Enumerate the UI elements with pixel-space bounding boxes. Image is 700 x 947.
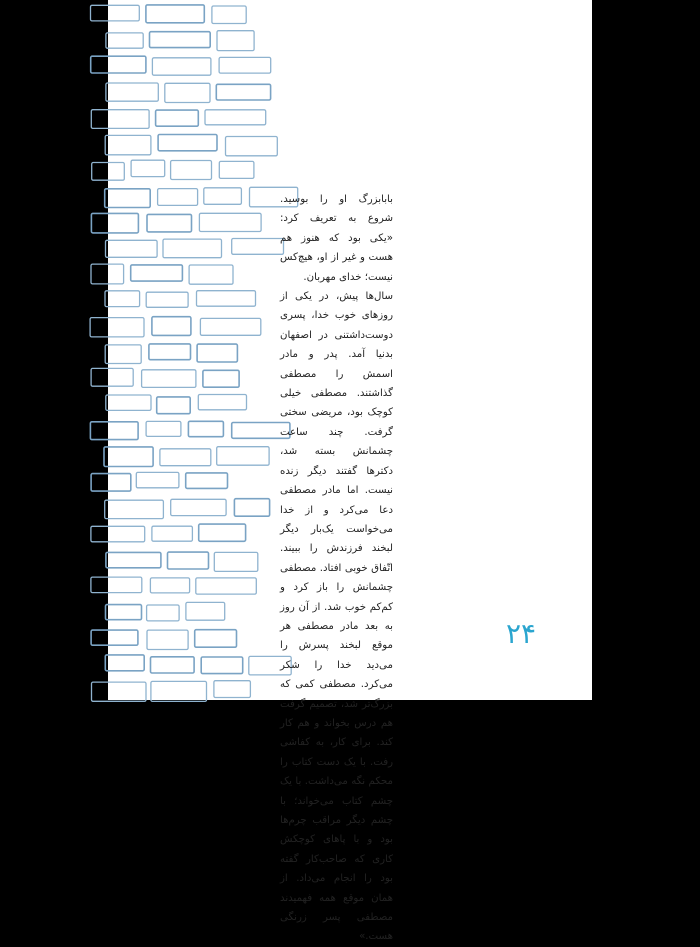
brick <box>147 630 188 649</box>
brick <box>105 135 151 154</box>
brick <box>91 213 138 233</box>
story-text <box>280 190 393 947</box>
brick <box>219 57 271 73</box>
brick <box>199 524 246 541</box>
brick <box>157 397 191 414</box>
brick <box>199 213 261 231</box>
brick <box>106 552 161 567</box>
brick <box>186 602 225 620</box>
brick <box>90 422 138 440</box>
story-paragraph-main: سال‌ها پیش، در یکی از روزهای خوب خدا، پسری دوست‌داشتنی در اصفهان بدنیا آمد. پدر و مادر اسمش را مصطفی گذاشتند. مصطفی خیلی کوچک بود، مریضی سختی گرفت. چند ساعت چشمانش بسته شد، دکترها گفتند دیگر زنده نیست. اما مادر مصطفی دعا می‌کرد و از خدا می‌خواست یک‌بار دیگر لبخند فرزندش را ببیند. اتّفاق خوبی افتاد. مصطفی چشمانش را باز کرد و کم‌کم خوب شد. از آن روز به بعد مادر مصطفی هر موقع لبخند پسرش را می‌دید خدا را شکر می‌کرد. مصطفی کمی که بزرگ‌تر شد، تصمیم گرفت هم درس بخواند و هم کار کند. برای کار، به کفاشی رفت. با یک دست کتاب را محکم نگه می‌داشت. با یک چشم کتاب می‌خواند؛ با چشم دیگر مراقب چرم‌ها بود و با پاهای کوچکش کاری که صاحب‌کار گفته بود را انجام می‌داد. از همان موقع همه فهمیدند مصطفی پسر زرنگی هست.» <box>280 291 393 943</box>
brick <box>91 630 138 645</box>
brick <box>205 110 266 125</box>
brick <box>91 56 146 73</box>
brick <box>214 681 251 698</box>
brick <box>168 552 209 569</box>
brick <box>160 449 211 466</box>
brick <box>216 84 270 100</box>
brick <box>106 240 158 257</box>
brick <box>163 239 222 258</box>
brick <box>105 291 140 307</box>
brick <box>226 137 278 156</box>
brick <box>147 214 192 232</box>
brick <box>214 552 257 571</box>
brick <box>106 605 142 620</box>
brick <box>105 500 164 518</box>
brick <box>197 344 237 362</box>
story-paragraph-intro: بابابزرگ او را بوسید. شروع به تعریف کرد: «یکی بود که هنوز هم هست و غیر از او، هیچ‌کس نیست؛ خدای مهربان. <box>280 194 393 283</box>
brick <box>91 5 140 21</box>
brick <box>150 32 211 48</box>
brick <box>171 161 212 180</box>
brick <box>200 318 260 335</box>
brick <box>234 499 269 517</box>
brick <box>91 474 131 492</box>
brick <box>151 657 195 673</box>
brick <box>219 161 254 178</box>
brick <box>198 395 246 410</box>
brick <box>232 239 284 255</box>
brick <box>217 31 254 51</box>
brick <box>152 317 191 336</box>
brick <box>203 370 239 387</box>
brick <box>105 655 144 671</box>
brick <box>91 526 145 542</box>
brick <box>189 265 233 284</box>
brick <box>131 265 183 281</box>
brick <box>91 264 124 284</box>
brick <box>106 33 143 48</box>
brick <box>212 6 246 24</box>
brick <box>131 160 165 176</box>
brick <box>106 83 158 101</box>
brick <box>152 526 193 541</box>
brick <box>150 578 189 593</box>
brick <box>217 447 269 466</box>
brick <box>158 135 217 151</box>
brick <box>92 163 125 181</box>
brick <box>146 292 188 307</box>
brick <box>136 472 179 487</box>
brick <box>149 344 191 360</box>
brick-wall-illustration <box>108 0 260 700</box>
brick <box>195 630 237 648</box>
brick <box>152 58 211 75</box>
brick <box>186 473 228 489</box>
brick <box>146 5 204 23</box>
brick <box>196 578 256 594</box>
brick <box>106 395 151 410</box>
brick <box>142 370 196 388</box>
brick <box>91 368 133 386</box>
brick <box>105 189 151 208</box>
brick <box>147 605 180 621</box>
brick <box>158 189 198 206</box>
brick <box>146 421 181 436</box>
page-number: ۲۴ <box>506 617 537 650</box>
brick <box>188 421 223 436</box>
brick <box>104 447 153 467</box>
brick <box>165 83 210 102</box>
brick <box>105 345 141 364</box>
brick <box>171 499 226 515</box>
brick <box>197 291 256 307</box>
brick <box>91 110 149 129</box>
book-page <box>108 0 592 943</box>
brick <box>204 188 242 205</box>
brick <box>201 657 243 674</box>
brick <box>151 681 207 701</box>
brick <box>156 110 199 126</box>
brick <box>90 318 144 337</box>
brick <box>92 682 147 701</box>
brick <box>91 577 142 593</box>
